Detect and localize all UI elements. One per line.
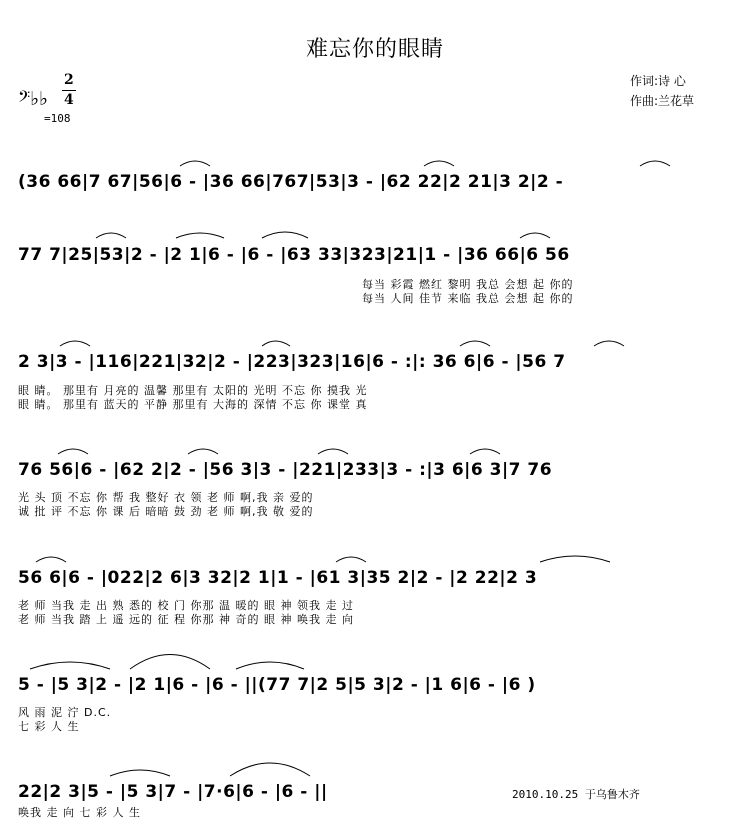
footer-date-location: 2010.10.25 于乌鲁木齐 <box>512 788 640 801</box>
slur-14 <box>318 449 348 454</box>
time-signature-denominator: 4 <box>64 92 74 108</box>
lyrics-line-3-verse-1: 眼 睛。 那里有 月亮的 温馨 那里有 太阳的 光明 不忘 你 摸我 光 <box>18 384 368 397</box>
lyrics-line-6-verse-1: 风 雨 泥 泞 D.C. <box>18 706 112 719</box>
slur-3 <box>640 161 670 166</box>
slur-2 <box>424 161 454 166</box>
staff-line-7: 22|2 3|5 - |5 3|7 - |7·6|6 - |6 - || <box>18 782 328 802</box>
slur-5 <box>176 233 224 238</box>
slur-22 <box>110 770 170 776</box>
staff-line-2: 77 7|25|53|2 - |2 1|6 - |6 - |63 33|323|21|1 - |36 66|6 56 <box>18 245 570 265</box>
slur-16 <box>36 557 66 562</box>
lyricist-credit: 作词:诗 心 <box>630 74 686 88</box>
staff-line-6: 5 - |5 3|2 - |2 1|6 - |6 - ||(77 7|2 5|5 3|2 - |1 6|6 - |6 ) <box>18 675 536 695</box>
lyrics-line-4-verse-2: 诚 批 评 不忘 你 课 后 暗暗 鼓 劲 老 师 啊,我 敬 爱的 <box>18 505 314 518</box>
slur-20 <box>130 655 210 670</box>
lyrics-line-5-verse-2: 老 师 当我 踏 上 遥 远的 征 程 你那 神 奇的 眼 神 唤我 走 向 <box>18 613 354 626</box>
slur-19 <box>30 662 110 669</box>
slur-17 <box>336 557 366 562</box>
tempo-marking: =108 <box>44 112 71 125</box>
slur-1 <box>180 161 210 166</box>
staff-line-3: 2 3|3 - |116|221|32|2 - |223|323|16|6 - :|: 36 6|6 - |56 7 <box>18 352 566 372</box>
lyrics-line-2-verse-2: 每当 人间 佳节 来临 我总 会想 起 你的 <box>362 292 574 305</box>
slur-23 <box>230 763 310 776</box>
slur-11 <box>594 341 624 346</box>
staff-line-5: 56 6|6 - |022|2 6|3 32|2 1|1 - |61 3|35 2|2 - |2 22|2 3 <box>18 568 538 588</box>
slur-7 <box>520 233 550 238</box>
lyrics-line-4-verse-1: 光 头 顶 不忘 你 帮 我 整好 衣 领 老 师 啊,我 亲 爱的 <box>18 491 314 504</box>
key-signature-icon: 𝄢♭♭ <box>18 88 49 110</box>
time-signature-divider <box>62 90 76 91</box>
lyrics-line-7: 唤我 走 向 七 彩 人 生 <box>18 806 141 819</box>
slur-12 <box>58 449 88 454</box>
slur-18 <box>540 556 610 562</box>
lyrics-line-5-verse-1: 老 师 当我 走 出 熟 悉的 校 门 你那 温 暖的 眼 神 领我 走 过 <box>18 599 354 612</box>
slur-13 <box>188 449 218 454</box>
lyrics-line-2-verse-1: 每当 彩霞 燃红 黎明 我总 会想 起 你的 <box>362 278 574 291</box>
slur-15 <box>470 449 500 454</box>
staff-line-1: (36 66|7 67|56|6 - |36 66|767|53|3 - |62 22|2 21|3 2|2 - <box>18 172 564 192</box>
time-signature-numerator: 2 <box>64 72 74 88</box>
lyrics-line-6-verse-2: 七 彩 人 生 <box>18 720 80 733</box>
slur-4 <box>96 233 126 238</box>
lyrics-line-3-verse-2: 眼 睛。 那里有 蓝天的 平静 那里有 大海的 深情 不忘 你 课堂 真 <box>18 398 368 411</box>
slur-9 <box>262 341 290 346</box>
slur-8 <box>60 341 90 346</box>
slur-21 <box>236 662 304 669</box>
staff-line-4: 76 56|6 - |62 2|2 - |56 3|3 - |221|233|3 - :|3 6|6 3|7 76 <box>18 460 553 480</box>
slur-10 <box>460 341 490 346</box>
slur-6 <box>262 232 308 238</box>
composer-credit: 作曲:兰花草 <box>630 94 695 108</box>
page-title: 难忘你的眼睛 <box>305 37 444 62</box>
